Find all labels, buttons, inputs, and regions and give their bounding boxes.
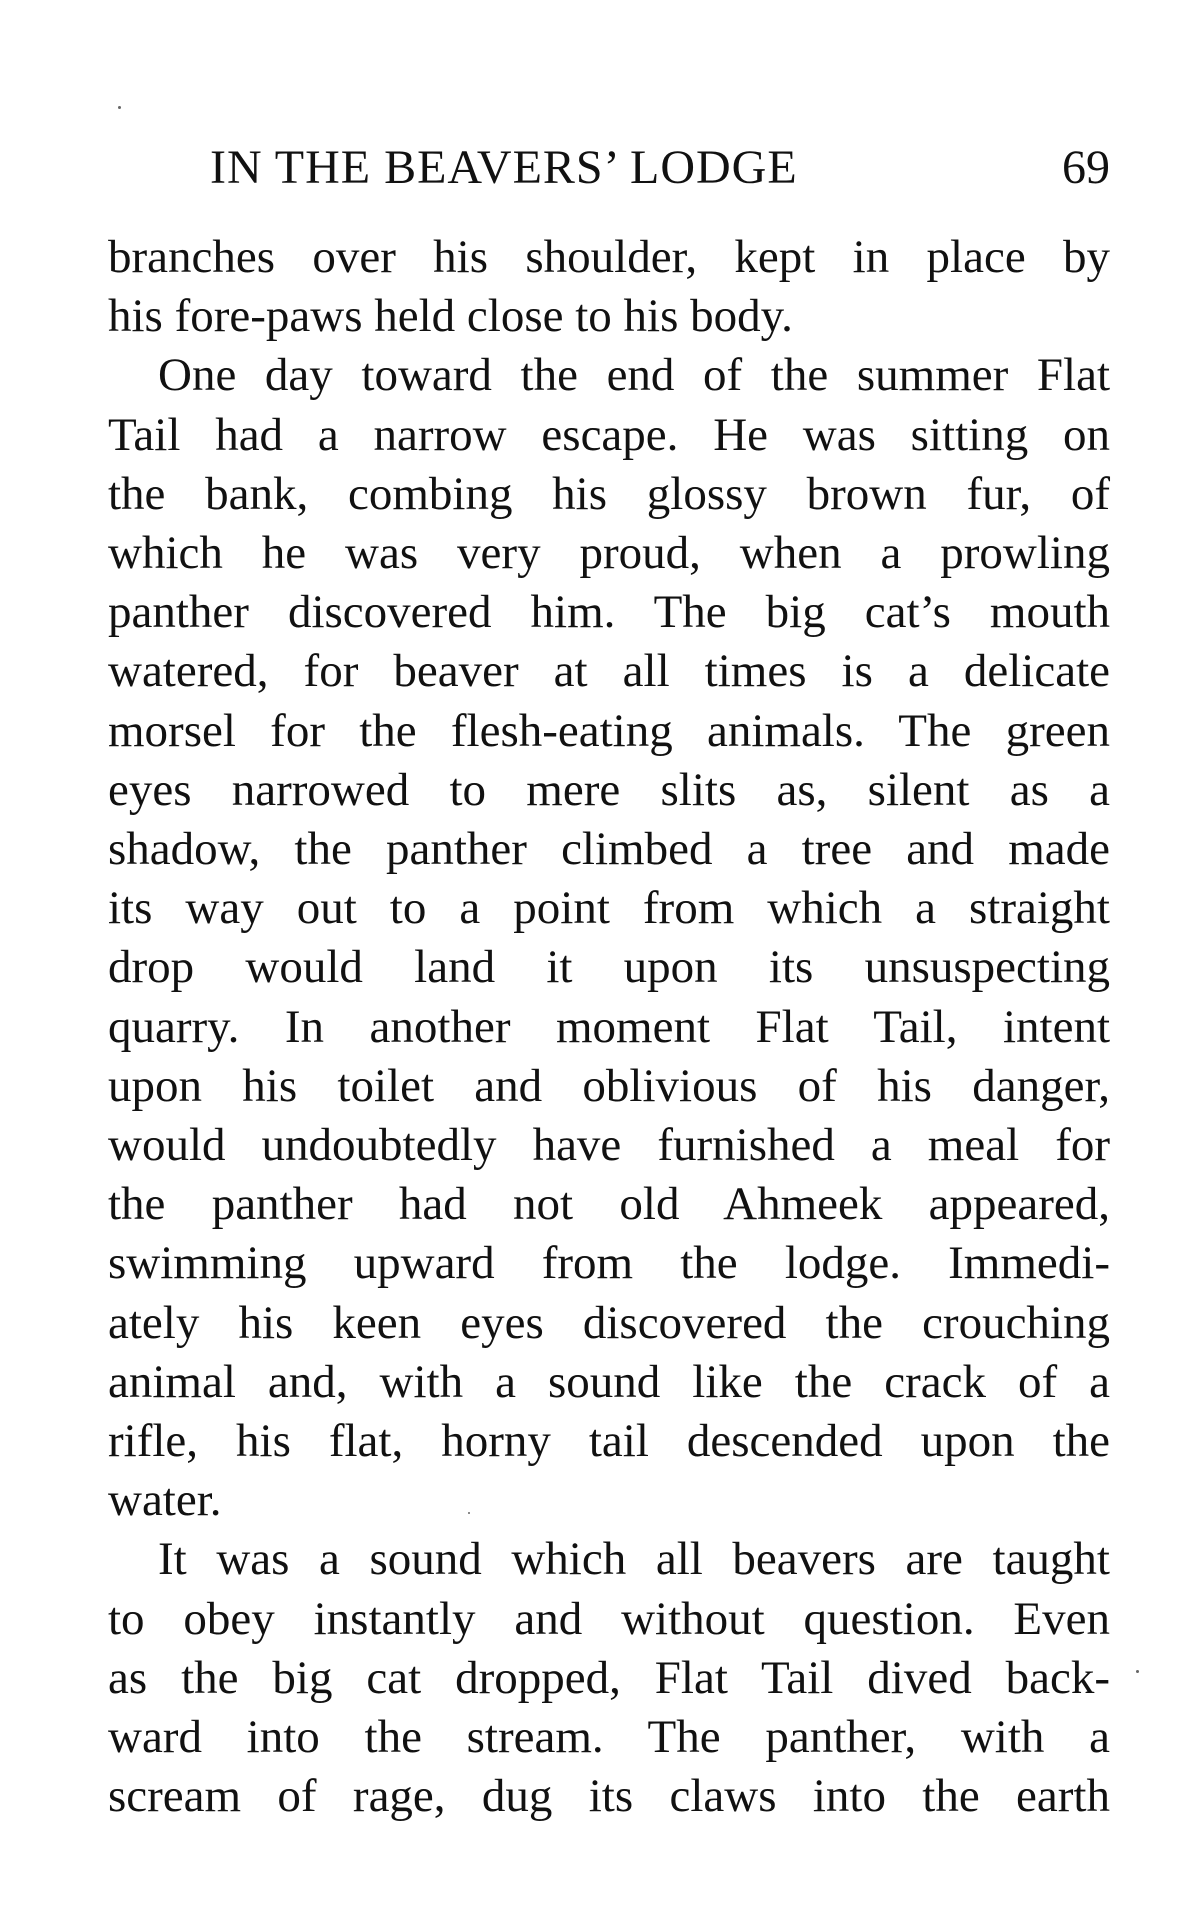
text-line: eyes narrowed to mere slits as, silent as a [108,763,1110,816]
text-line: shadow, the panther climbed a tree and made [108,823,1110,876]
text-line: morsel for the flesh-eating animals. The green [108,704,1110,757]
text-line: ward into the stream. The panther, with a [108,1711,1110,1764]
paragraph [108,346,1110,1530]
text-line: drop would land it upon its unsuspecting [108,941,1110,994]
text-line: branches over his shoulder, kept in place by [108,231,1110,283]
text-line: watered, for beaver at all times is a delicate [108,645,1110,698]
text-line: would undoubtedly have furnished a meal for [108,1119,1110,1172]
scan-speck [468,1512,470,1514]
paragraph [108,1530,1110,1826]
text-line: One day toward the end of the summer Flat [158,349,1110,402]
text-line: the bank, combing his glossy brown fur, of [108,467,1110,520]
text-line: quarry. In another moment Flat Tail, intent [108,1000,1110,1053]
text-line: Tail had a narrow escape. He was sitting on [108,408,1110,461]
running-title: IN THE BEAVERS’ LODGE [210,141,798,194]
text-line: as the big cat dropped, Flat Tail dived back- [108,1651,1110,1704]
scan-speck [118,106,121,109]
text-line: swimming upward from the lodge. Immedi- [108,1237,1110,1290]
body-text [108,228,1110,1826]
scan-speck [1136,1670,1139,1673]
text-line: its way out to a point from which a straight [108,882,1110,935]
text-line: It was a sound which all beavers are taught [158,1533,1110,1586]
text-line: scream of rage, dug its claws into the earth [108,1770,1110,1823]
text-line: panther discovered him. The big cat’s mouth [108,586,1110,639]
page-number: 69 [1062,141,1110,194]
text-line: which he was very proud, when a prowling [108,527,1110,580]
running-head [210,138,1110,198]
text-line: animal and, with a sound like the crack of a [108,1355,1110,1408]
paragraph-continued [108,228,1110,346]
text-line: the panther had not old Ahmeek appeared, [108,1178,1110,1231]
text-line: water. [108,1474,222,1527]
text-line: his fore-paws held close to his body. [108,290,793,343]
text-line: to obey instantly and without question. Even [108,1592,1110,1645]
text-line: upon his toilet and oblivious of his danger, [108,1059,1110,1112]
text-line: ately his keen eyes discovered the crouching [108,1296,1110,1349]
text-line: rifle, his flat, horny tail descended upon the [108,1415,1110,1468]
